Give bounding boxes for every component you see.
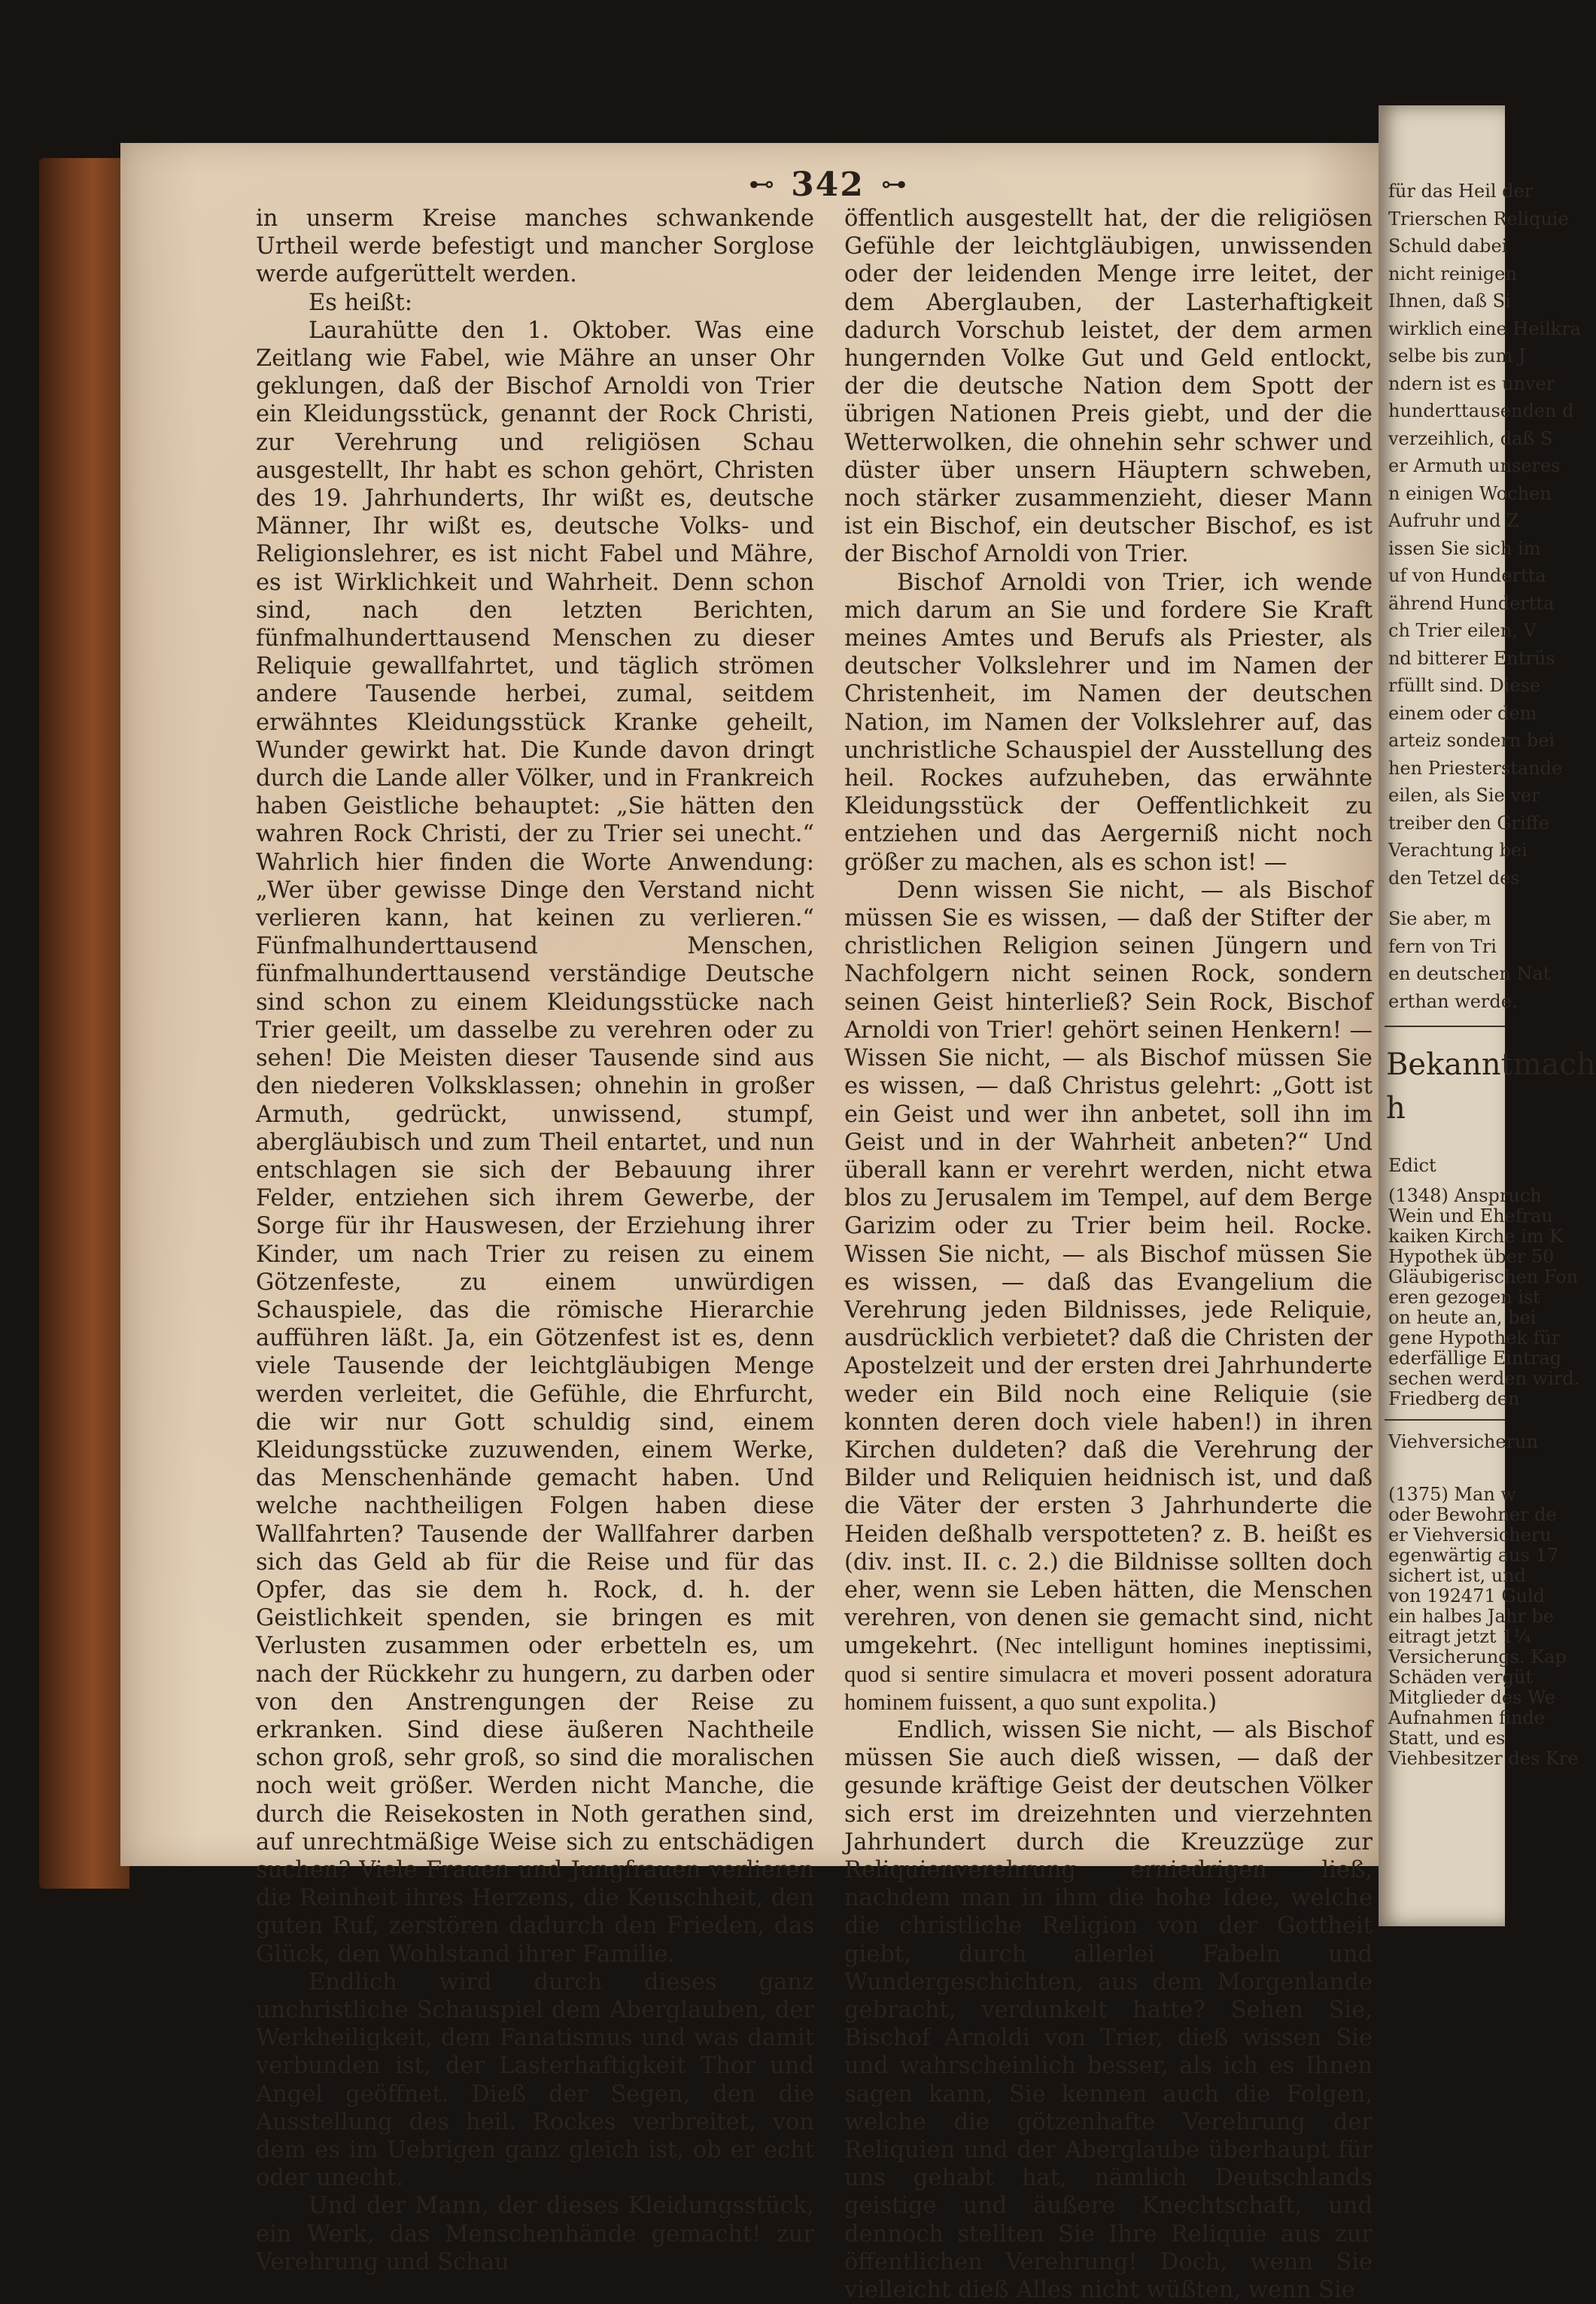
facing-page-line: ndern ist es unver — [1388, 372, 1555, 394]
notice-heading: Viehversicherun — [1388, 1431, 1538, 1452]
page-number: 342 — [791, 165, 865, 204]
facing-page-line: Friedberg den — [1388, 1388, 1520, 1409]
facing-page-line: einem oder dem — [1388, 702, 1537, 724]
facing-page-line: eitragt jetzt 1¼ — [1388, 1626, 1531, 1647]
paragraph: öffentlich ausgestellt hat, der die religiösen Gefühle der leichtgläubigen, unwissenden oder der leidenden Menge irre leitet, der dem Aberglauben, der Lasterhaftigkeit dadurch Vorschub leistet, der dem armen hungernden Volke Gut und Geld entlockt, der die deutsche Nation dem Spott der übrigen Nationen Preis giebt, und der die Wetterwolken, die ohnehin sehr schwer und düster über unsern Häuptern schweben, noch stärker zusammenzieht, dieser Mann ist ein Bischof, ein deutscher Bischof, es ist der Bischof Arnoldi von Trier. — [844, 205, 1373, 568]
facing-page-line: Versicherungs. Kap — [1388, 1646, 1567, 1667]
facing-page-line: en deutschen Nat — [1388, 963, 1551, 984]
facing-page-line: arteiz sondern bei — [1388, 730, 1555, 751]
notice-title: Edict — [1388, 1155, 1436, 1176]
paragraph: Und der Mann, der dieses Kleidungsstück, ein Werk, das Menschenhände gemacht! zur Verehrung und Schau — [256, 2193, 814, 2275]
facing-page-line: egenwärtig aus 17 — [1388, 1545, 1559, 1566]
facing-page-line: nicht reinigen — [1388, 263, 1517, 284]
facing-page-line: hen Priesterstande — [1388, 757, 1563, 779]
facing-page-line: Schuld dabei — [1388, 236, 1508, 257]
facing-page-line: selbe bis zum J — [1388, 345, 1526, 366]
facing-page-line: ein halbes Jahr be — [1388, 1606, 1554, 1627]
divider — [1385, 1419, 1505, 1421]
paragraph: Es heißt: — [309, 289, 412, 316]
paragraph: Laurahütte den 1. Oktober. Was eine Zeitlang wie Fabel, wie Mähre an unser Ohr geklungen, daß der Bischof Arnoldi von Trier ein Kleidungsstück, genannt der Rock Christi, zur Verehrung und religiösen Schau ausgestellt, Ihr habt es schon gehört, Christen des 19. Jahrhunderts, Ihr wißt es, deutsche Männer, Ihr wißt es, deutsche Volks- und Religionslehrer, es ist nicht Fabel und Mähre, es ist Wirklichkeit und Wahrheit. Denn schon sind, nach den letzten Berichten, fünfmalhunderttausend Menschen zu dieser Reliquie gewallfahrtet, und täglich strömen andere Tausende herbei, zumal, seitdem erwähntes Kleidungsstück Kranke geheilt, Wunder gewirkt hat. Die Kunde davon dringt durch die Lande aller Völker, und in Frankreich haben Geistliche behauptet: „Sie hätten den wahren Rock Christi, der zu Trier sei unecht.“ Wahrlich hier finden die Worte Anwendung: „Wer über gewisse Dinge den Verstand nicht verlieren kann, hat keinen zu verlieren.“ Fünfmalhunderttausend Menschen, fünfmalhunderttausend verständige Deutsche sind schon zu einem Kleidungsstücke nach Trier geeilt, um dasselbe zu verehren oder zu sehen! Die Meisten dieser Tausende sind aus den niederen Volksklassen; ohnehin in großer Armuth, gedrückt, unwissend, stumpf, abergläubisch und zum Theil entartet, und nun entschlagen sie sich der Bebauung ihrer Felder, entziehen sich ihrem Gewerbe, der Sorge für ihr Hauswesen, der Erziehung ihrer Kinder, um nach Trier zu reisen zu einem Götzenfeste, zu einem unwürdigen Schauspiele, das die römische Hierarchie aufführen läßt. Ja, ein Götzenfest ist es, denn viele Tausende der leichtgläubigen Menge werden verleitet, die Gefühle, die Ehrfurcht, die wir nur Gott schuldig sind, einem Kleidungsstücke zuzuwenden, einem Werke, das Menschenhände gemacht haben. Und welche nachtheiligen Folgen haben diese Wallfahrten? Tausende der Wallfahrer darben sich das Geld ab für die Reise und für das Opfer, das sie dem h. Rock, d. h. der Geistlichkeit spenden, sie bringen es mit Verlusten zusammen oder erbetteln es, um nach der Rückkehr zu hungern, zu darben oder von den Anstrengungen der Reise zu erkranken. Sind diese äußeren Nachtheile schon groß, sehr groß, so sind die moralischen noch weit größer. Werden nicht Manche, die durch die Reisekosten in Noth gerathen sind, auf unrechtmäßige Weise sich zu entschädigen suchen? Viele Frauen und Jungfrauen verlieren die Reinheit ihres Herzens, die Keuschheit, den guten Ruf, zerstören dadurch den Frieden, das Glück, den Wohlstand ihrer Familie. — [256, 317, 814, 1968]
facing-page-line: rfüllt sind. Diese — [1388, 675, 1541, 696]
facing-page-line: (1375) Man w — [1388, 1484, 1516, 1505]
facing-page-line: erthan werde. — [1388, 990, 1518, 1012]
facing-page-line: Viehbesitzer des Kre — [1388, 1748, 1579, 1769]
facing-page-line: issen Sie sich im — [1388, 537, 1541, 559]
section-subheading: h — [1386, 1091, 1406, 1126]
page-header — [722, 162, 933, 207]
facing-page-line: hunderttausenden d — [1388, 400, 1574, 421]
facing-page-line: Ihnen, daß Si — [1388, 290, 1511, 312]
ornament-left-icon: ⊷ — [749, 169, 775, 199]
facing-page-line: er Viehversicheru — [1388, 1524, 1552, 1546]
facing-page-line: Sie aber, m — [1388, 908, 1491, 929]
paragraph: Bischof Arnoldi von Trier, ich wende mich darum an Sie und fordere Sie Kraft meines Amtes und Berufs als Priester, als deutscher Volkslehrer und im Namen der Christenheit, im Namen der deutschen Nation, im Namen der Volkslehrer auf, das unchristliche Schauspiel der Ausstellung des heil. Rockes aufzuheben, das erwähnte Kleidungsstück der Oeffentlichkeit zu entziehen und das Aergerniß nicht noch größer zu machen, als es schon ist! — — [844, 569, 1373, 876]
paragraph: Endlich, wissen Sie nicht, — als Bischof müssen Sie auch dieß wissen, — daß der gesunde kräftige Geist der deutschen Völker sich erst im dreizehnten und vierzehnten Jahrhundert durch die Kreuzzüge zur Reliquienverehrung erniedrigen ließ, nachdem man in ihm die hohe Idee, welche die christliche Religion von der Gottheit giebt, durch allerlei Fabeln und Wundergeschichten, aus dem Morgenlande gebracht, verdunkelt hatte? Sehen Sie, Bischof Arnoldi von Trier, dieß wissen Sie und wahrscheinlich besser, als ich es Ihnen sagen kann, Sie kennen auch die Folgen, welche die götzenhafte Verehrung der Reliquien und der Aberglaube überhaupt für uns gehabt hat, nämlich Deutschlands geistige und äußere Knechtschaft, und dennoch stellten Sie Ihre Reliquie aus zur öffentlichen Verehrung! Doch, wenn Sie vielleicht dieß Alles nicht wüßten, wenn Sie — [844, 1716, 1373, 2304]
facing-page-line: fern von Tri — [1388, 935, 1497, 957]
facing-page-line: ch Trier eilen, V — [1388, 620, 1537, 641]
facing-page-line: Aufruhr und Z — [1388, 510, 1519, 531]
facing-page-line: verzeihlich, daß S — [1388, 427, 1553, 449]
latin-quote: Nec intelligunt homines ineptissimi, quod si sentire simulacra et moveri possent adoratura hominem fuissent, a quo sunt expolita. — [844, 1633, 1373, 1715]
facing-page-line: sichert ist, und — [1388, 1565, 1527, 1586]
facing-page-line: on heute an, bei — [1388, 1307, 1537, 1328]
facing-page-line: gene Hypothek für — [1388, 1327, 1561, 1348]
facing-page-line: ährend Hundertta — [1388, 592, 1555, 614]
facing-page-line: ederfällige Eintrag — [1388, 1348, 1562, 1369]
right-text-column — [844, 205, 1373, 2304]
facing-page-line: kaiken Kirche im K — [1388, 1226, 1564, 1247]
facing-page-line: Verachtung bei — [1388, 840, 1528, 861]
facing-page-line: von 192471 Guld — [1388, 1585, 1546, 1606]
facing-page-line: n einigen Wochen — [1388, 482, 1552, 504]
left-text-column — [256, 205, 814, 2276]
facing-page-line: Statt, und es — [1388, 1728, 1506, 1749]
facing-page-line: wirklich eine Heilkra — [1388, 318, 1582, 339]
facing-page-line: eren gezogen ist — [1388, 1287, 1540, 1308]
facing-page-line: Wein und Ehefrau — [1388, 1205, 1553, 1226]
facing-page-line: eilen, als Sie ver — [1388, 785, 1540, 806]
paragraph: in unserm Kreise manches schwankende Urtheil werde befestigt und mancher Sorglose werde aufgerüttelt werden. — [256, 205, 814, 288]
facing-page-line: Mitglieder des We — [1388, 1687, 1555, 1708]
facing-page-line: nd bitterer Entrüs — [1388, 647, 1555, 669]
facing-page-line: Schäden vergüt — [1388, 1667, 1533, 1688]
paragraph — [844, 877, 1373, 1716]
facing-page-line: Gläubigerischen Fon — [1388, 1266, 1579, 1287]
facing-page-line: treiber den Griffe — [1388, 812, 1549, 834]
ornament-right-icon: ⊶ — [880, 169, 907, 199]
text-run: ) — [1208, 1688, 1218, 1716]
facing-page-line: (1348) Anspruch — [1388, 1185, 1542, 1206]
facing-page-line: uf von Hundertta — [1388, 565, 1546, 586]
facing-page-line: Trierschen Reliquie — [1388, 208, 1569, 229]
book-fore-edge — [39, 158, 129, 1889]
facing-page-line: oder Bewohner de — [1388, 1504, 1557, 1525]
divider — [1385, 1026, 1505, 1027]
facing-page-line: für das Heil der — [1388, 181, 1534, 202]
text-run: Denn wissen Sie nicht, — als Bischof müssen Sie es wissen, — daß der Stifter der christlichen Religion seinen Jüngern und Nachfolgern nicht seinen Rock, sondern seinen Geist hinterließ? Sein Rock, Bischof Arnoldi von Trier! gehört seinen Henkern! — Wissen Sie nicht, — als Bischof müssen Sie es wissen, — daß Christus gelehrt: „Gott ist ein Geist und wer ihn anbetet, soll ihn im Geist und in der Wahrheit anbeten?“ Und überall kann er verehrt werden, nicht etwa blos zu Jerusalem im Tempel, auf dem Berge Garizim oder zu Trier beim heil. Rocke. Wissen Sie nicht, — als Bischof müssen Sie es wissen, — daß das Evangelium die Verehrung jeden Bildnisses, jede Reliquie, ausdrücklich verbietet? daß die Christen der Apostelzeit und der ersten drei Jahrhunderte weder ein Bild noch eine Reliquie (sie konnten deren doch viele haben!) in ihren Kirchen duldeten? daß die Verehrung der Bilder und Reliquien heidnisch ist, und daß die Väter der ersten 3 Jahrhunderte die Heiden deßhalb verspotteten? z. B. heißt es (div. inst. II. c. 2.) die Bildnisse sollten doch eher, wenn sie Leben hätten, die Menschen verehren, von denen sie gemacht sind, nicht umgekehrt. ( — [844, 877, 1373, 1660]
facing-page-line: sechen werden wird. — [1388, 1368, 1580, 1389]
facing-page-line: Aufnahmen finde — [1388, 1707, 1545, 1728]
facing-page-line: er Armuth unseres — [1388, 455, 1561, 476]
facing-page-line: Hypothek über 50 — [1388, 1246, 1555, 1267]
section-heading: Bekanntmach — [1386, 1047, 1596, 1082]
paragraph: Endlich wird durch dieses ganz unchristliche Schauspiel dem Aberglauben, der Werkheiligkeit, dem Fanatismus und was damit verbunden ist, der Lasterhaftigkeit Thor und Angel geöffnet. Dieß der Segen, den die Ausstellung des heil. Rockes verbreitet, von dem es im Uebrigen ganz gleich ist, ob er echt oder unecht. — [256, 1968, 814, 2192]
facing-page-line: den Tetzel des — [1388, 867, 1520, 889]
